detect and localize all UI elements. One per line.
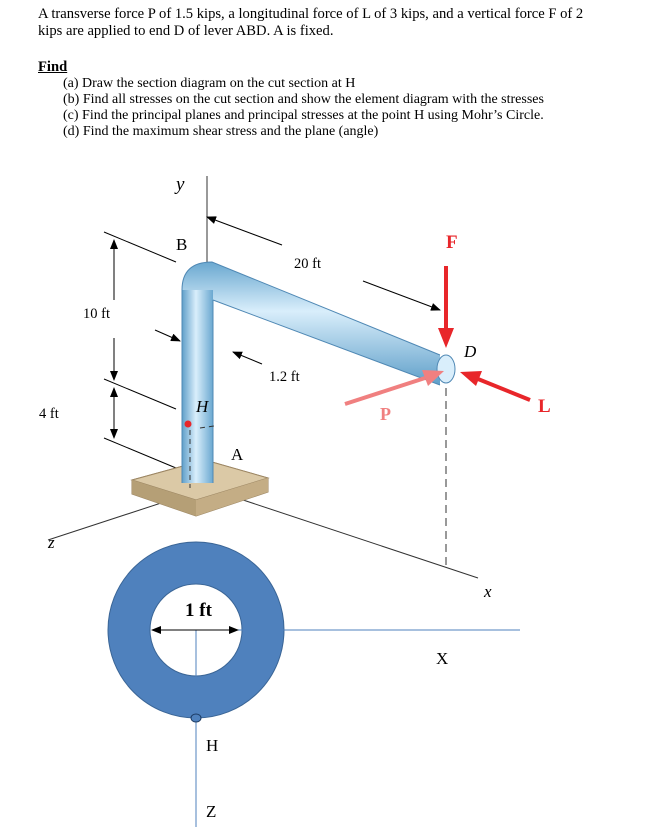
find-item-d: (d) Find the maximum shear stress and the plane (angle) xyxy=(63,124,379,139)
problem-line-1: A transverse force P of 1.5 kips, a longitudinal force of L of 3 kips, and a vertical force F of 2 xyxy=(38,6,584,22)
force-f-head xyxy=(438,328,454,348)
ext-line-bottom xyxy=(104,438,176,468)
dim-dia-right xyxy=(233,352,262,364)
section-label-z: Z xyxy=(206,802,217,821)
dim-20ft-left xyxy=(207,217,282,245)
label-l: L xyxy=(538,396,551,417)
ext-line-mid xyxy=(104,379,176,409)
section-dim-label: 1 ft xyxy=(185,600,212,621)
point-h-marker xyxy=(185,421,192,428)
label-p: P xyxy=(380,404,391,424)
force-l-shaft xyxy=(478,379,530,400)
find-item-b: (b) Find all stresses on the cut section and show the element diagram with the stresses xyxy=(63,92,544,107)
section-label-x: X xyxy=(436,649,449,668)
force-l-head xyxy=(460,371,482,386)
label-y: y xyxy=(176,174,185,195)
section-label-h: H xyxy=(206,736,219,755)
problem-line-2: kips are applied to end D of lever ABD. A is fixed. xyxy=(38,23,334,39)
dim-dia-left xyxy=(155,330,180,341)
pipe-vertical xyxy=(182,285,213,483)
dim-label-4ft: 4 ft xyxy=(39,406,59,422)
dim-label-1-2ft: 1.2 ft xyxy=(269,369,300,385)
pipe-end-d xyxy=(437,355,455,383)
label-b: B xyxy=(176,235,188,254)
label-h: H xyxy=(196,397,209,416)
ext-line-top xyxy=(104,232,176,262)
section-point-h xyxy=(191,714,201,722)
dim-20ft-right xyxy=(363,281,440,310)
label-a: A xyxy=(231,445,244,464)
dim-label-10ft: 10 ft xyxy=(83,306,110,322)
force-p-shaft xyxy=(345,378,425,404)
find-item-a: (a) Draw the section diagram on the cut section at H xyxy=(63,76,356,91)
label-z: z xyxy=(48,533,55,552)
label-f: F xyxy=(446,232,458,253)
find-heading: Find xyxy=(38,59,68,75)
label-d: D xyxy=(464,342,477,361)
dim-label-20ft: 20 ft xyxy=(294,256,321,272)
find-item-c: (c) Find the principal planes and principal stresses at the point H using Mohr’s Circle. xyxy=(63,108,544,123)
label-x: x xyxy=(484,582,492,601)
pipe-horizontal xyxy=(182,262,440,385)
